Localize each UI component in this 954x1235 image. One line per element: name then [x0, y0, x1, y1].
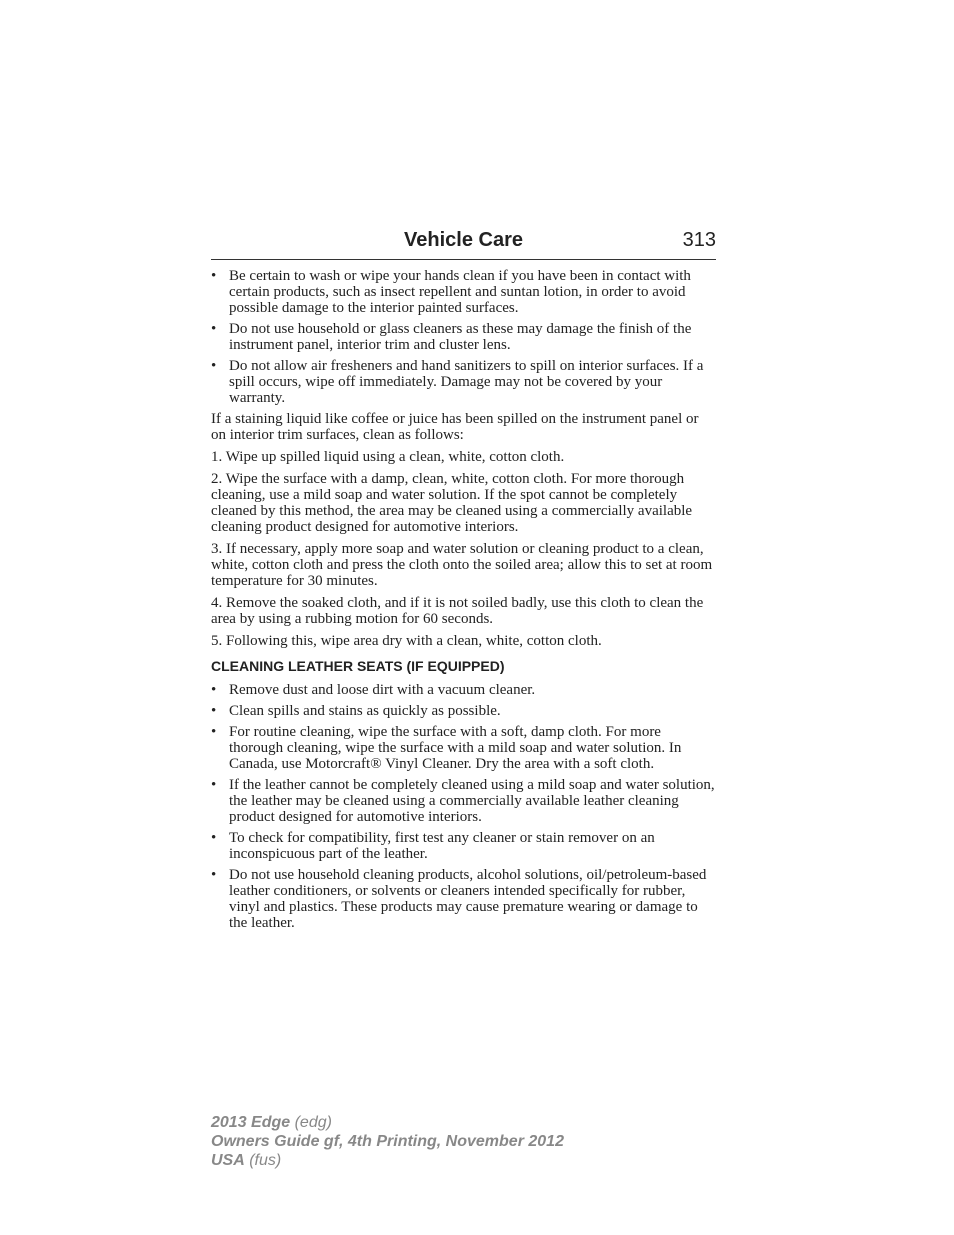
list-item: • Do not allow air fresheners and hand sanitizers to spill on interior surfaces. If a spill occurs, wipe off immediately. Damage may not be covered by your warranty.: [211, 358, 704, 406]
list-item: • To check for compatibility, first test any cleaner or stain remover on an inconspicuous part of the leather.: [211, 830, 655, 862]
bullet-icon: •: [211, 358, 217, 374]
bullet-icon: •: [211, 777, 217, 793]
section-title: Vehicle Care: [404, 229, 523, 251]
list-item: • Remove dust and loose dirt with a vacuum cleaner.: [211, 682, 536, 698]
footer-line-market: USA (fus): [211, 1152, 282, 1169]
step-4: 4. Remove the soaked cloth, and if it is not soiled badly, use this cloth to clean the area by using a rubbing motion for 60 seconds.: [211, 595, 704, 627]
list-item: • For routine cleaning, wipe the surface with a soft, damp cloth. For more thorough cleaning, wipe the surface with a mild soap and water solution. In Canada, use Motorcraft® Vinyl Cleaner. Dry the area with a soft cloth.: [211, 724, 682, 772]
list-item: • Clean spills and stains as quickly as possible.: [211, 703, 501, 719]
bullet-icon: •: [211, 830, 217, 846]
bullet-icon: •: [211, 703, 217, 719]
footer-line-guide: Owners Guide gf, 4th Printing, November 2012: [211, 1133, 564, 1150]
bullet-icon: •: [211, 268, 217, 284]
bullet-list-top: [211, 268, 716, 406]
step-5: 5. Following this, wipe area dry with a clean, white, cotton cloth.: [211, 633, 602, 649]
section-heading: CLEANING LEATHER SEATS (IF EQUIPPED): [211, 658, 505, 674]
bullet-icon: •: [211, 682, 217, 698]
list-item: • Do not use household or glass cleaners as these may damage the finish of the instrument panel, interior trim and cluster lens.: [211, 321, 692, 353]
list-item: • Be certain to wash or wipe your hands clean if you have been in contact with certain products, such as insect repellent and suntan lotion, in order to avoid possible damage to the interior painted surfaces.: [211, 268, 691, 316]
step-1: 1. Wipe up spilled liquid using a clean, white, cotton cloth.: [211, 449, 565, 465]
bullet-icon: •: [211, 724, 217, 740]
step-2: 2. Wipe the surface with a damp, clean, white, cotton cloth. For more thorough cleaning, use a mild soap and water solution. If the spot cannot be completely cleaned by this method, the area may be cleaned using a commercially available cleaning product designed for automotive interiors.: [211, 471, 693, 535]
list-item: • If the leather cannot be completely cleaned using a mild soap and water solution, the leather may be cleaned using a commercially available leather cleaning product designed for automotive interiors.: [211, 777, 715, 825]
bullet-list-leather: [211, 682, 716, 931]
list-item: • Do not use household cleaning products, alcohol solutions, oil/petroleum-based leather conditioners, or solvents or cleaners intended specifically for rubber, vinyl and plastics. These products may cause premature wearing or damage to the leather.: [211, 867, 707, 931]
page-footer: [211, 1113, 711, 1170]
bullet-icon: •: [211, 321, 217, 337]
step-3: 3. If necessary, apply more soap and water solution or cleaning product to a clean, white, cotton cloth and press the cloth onto the soiled area; allow this to set at room temperature for 30 minutes.: [211, 541, 713, 589]
page-content: [211, 268, 716, 936]
bullet-icon: •: [211, 867, 217, 883]
page-header: [211, 229, 716, 260]
footer-line-model: 2013 Edge (edg): [211, 1114, 332, 1131]
page-number: 313: [682, 229, 716, 251]
intro-paragraph: If a staining liquid like coffee or juice has been spilled on the instrument panel or on interior trim surfaces, clean as follows:: [211, 411, 699, 443]
